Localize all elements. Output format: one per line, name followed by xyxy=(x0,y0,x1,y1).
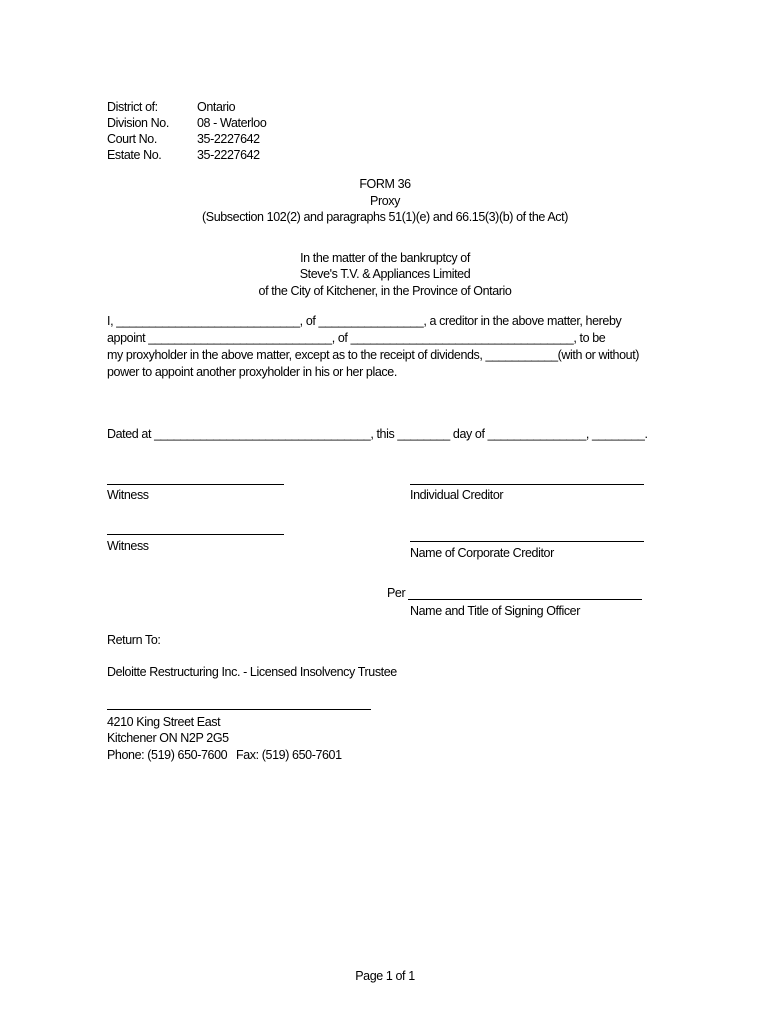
fax-number: Fax: (519) 650-7601 xyxy=(236,748,342,762)
matter-line-1: In the matter of the bankruptcy of xyxy=(300,251,470,265)
estate-label: Estate No. xyxy=(107,148,162,162)
matter-line-2: Steve's T.V. & Appliances Limited xyxy=(299,267,471,281)
court-value: 35-2227642 xyxy=(197,132,260,146)
address-line-1: 4210 King Street East xyxy=(107,715,221,729)
body-line-2: appoint ____________________________, of __________________________________, to be xyxy=(107,331,606,345)
division-value: 08 - Waterloo xyxy=(197,116,267,130)
witness-1-signature-line xyxy=(107,484,284,485)
individual-creditor-signature-line xyxy=(410,484,644,485)
return-divider-line xyxy=(107,709,371,710)
body-line-4: power to appoint another proxyholder in his or her place. xyxy=(107,365,397,379)
witness-1-label: Witness xyxy=(107,488,149,502)
proxy-body xyxy=(107,313,652,381)
body-line-1: I, ____________________________, of ________________, a creditor in the above matter, hereby xyxy=(107,314,622,328)
dated-line: Dated at _________________________________, this ________ day of _______________, ________. xyxy=(107,427,648,441)
estate-value: 35-2227642 xyxy=(197,148,260,162)
per-label: Per xyxy=(387,586,406,600)
corporate-creditor-label: Name of Corporate Creditor xyxy=(410,546,554,560)
form-subsection: (Subsection 102(2) and paragraphs 51(1)(e) and 66.15(3)(b) of the Act) xyxy=(202,210,568,224)
return-to-label: Return To: xyxy=(107,633,161,647)
district-label: District of: xyxy=(107,100,158,114)
district-value: Ontario xyxy=(197,100,236,114)
form-name: Proxy xyxy=(370,194,400,208)
phone-number: Phone: (519) 650-7600 xyxy=(107,748,228,762)
court-label: Court No. xyxy=(107,132,157,146)
division-label: Division No. xyxy=(107,116,169,130)
form-number: FORM 36 xyxy=(359,177,411,191)
body-line-3: my proxyholder in the above matter, except as to the receipt of dividends, ___________(with or without) xyxy=(107,348,640,362)
trustee-name: Deloitte Restructuring Inc. - Licensed Insolvency Trustee xyxy=(107,665,397,679)
address-line-2: Kitchener ON N2P 2G5 xyxy=(107,731,229,745)
individual-creditor-label: Individual Creditor xyxy=(410,488,504,502)
signing-officer-signature-line xyxy=(408,599,642,600)
matter-line-3: of the City of Kitchener, in the Province of Ontario xyxy=(258,284,512,298)
page-number: Page 1 of 1 xyxy=(355,969,415,983)
signing-officer-label: Name and Title of Signing Officer xyxy=(410,604,580,618)
corporate-creditor-signature-line xyxy=(410,541,644,542)
witness-2-label: Witness xyxy=(107,539,149,553)
witness-2-signature-line xyxy=(107,534,284,535)
